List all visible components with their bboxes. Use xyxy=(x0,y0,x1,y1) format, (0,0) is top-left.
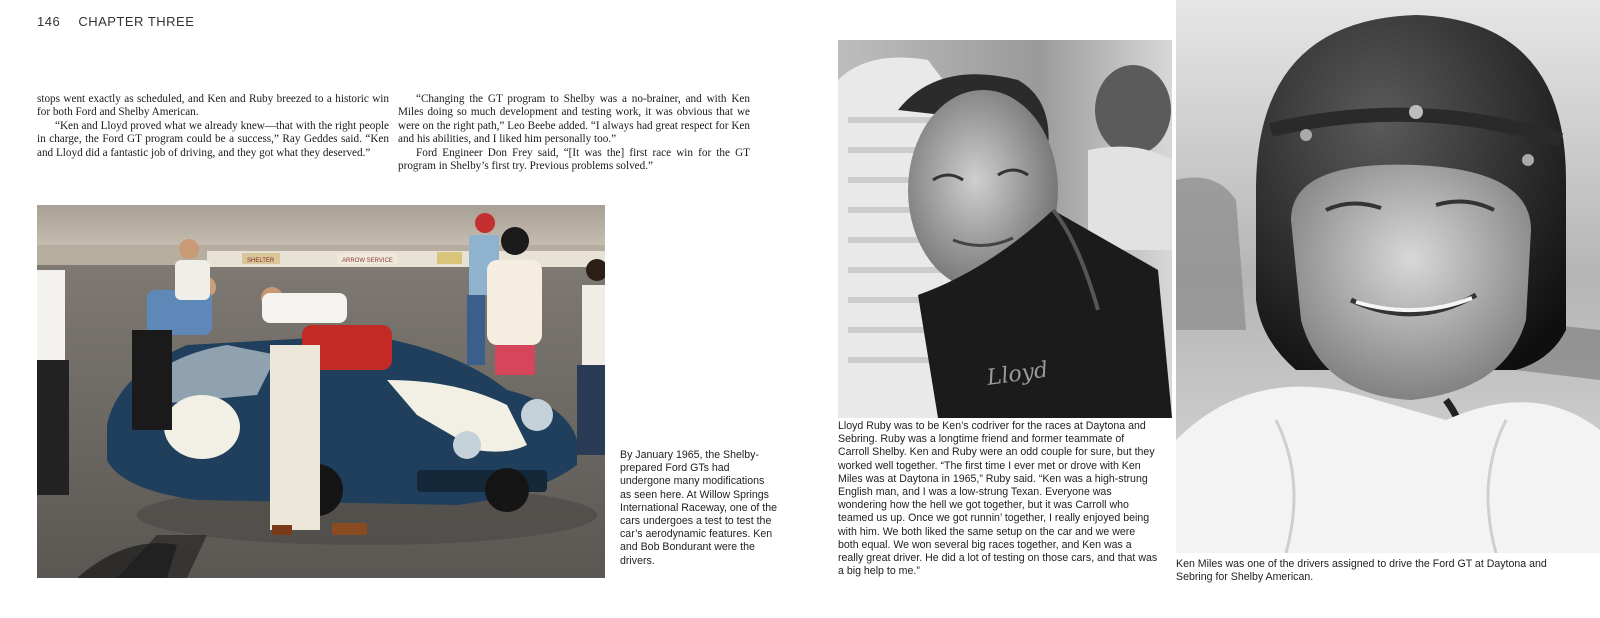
text-column-right xyxy=(398,93,750,173)
ruby-photo-caption: Lloyd Ruby was to be Ken’s codriver for the races at Daytona and Sebring. Ruby was a longtime friend and former teammate of Carroll Shelby. Ken and Ruby were an odd couple for sure, but they worked well together. “The first time I ever met or drove with Ken Miles was at Daytona in 1965,” Ruby said. “Ken was a high-strung English man, and I was a low-strung Texan. Everyone was wondering how the hell we got together, but it was Carroll who teamed us up. Once we got runnin’ together, I really enjoyed being with him. We both liked the same setup on the car and we were both equal. We won several big races together, and Ken was a really great driver. He did a lot of testing on those cars, and that was a big help to me.” xyxy=(838,420,1158,578)
gt-photo-caption: By January 1965, the Shelby-prepared Ford GTs had undergone many modifications as seen here. At Willow Springs International Raceway, one of the cars undergoes a test to test the car’s aerodynamic features. Ken and Bob Bondurant were the drivers. xyxy=(620,449,778,567)
running-header xyxy=(37,14,194,29)
paragraph: Ford Engineer Don Frey said, “[It was the] first race win for the GT program in Shelby’s first try. Previous problems solved.” xyxy=(398,146,750,173)
paragraph: “Changing the GT program to Shelby was a no-brainer, and with Ken Miles doing so much development and testing work, it was obvious that we were on the right path,” Leo Beebe added. “I always had great respect for Ken and his abilities, and I liked him personally too.” xyxy=(398,93,750,146)
person-white-shirt-left xyxy=(37,270,69,495)
page-number: 146 xyxy=(37,14,61,29)
miles-photo-caption: Ken Miles was one of the drivers assigned to drive the Ford GT at Daytona and Sebring for Shelby American. xyxy=(1176,558,1547,584)
paragraph: stops went exactly as scheduled, and Ken and Ruby breezed to a historic win for both Ford and Shelby American. xyxy=(37,93,389,119)
ken-miles-photo xyxy=(1176,0,1600,553)
paragraph: “Ken and Lloyd proved what we already knew—that with the right people in charge, the Ford GT program could be a success,” Ray Geddes said. “Ken and Lloyd did a fantastic job of driving, and they got what they deserved.” xyxy=(37,119,389,159)
lloyd-ruby-photo xyxy=(838,40,1172,418)
chapter-title: CHAPTER THREE xyxy=(78,14,195,29)
ford-gt-photo xyxy=(37,205,605,578)
jacket-script: Lloyd xyxy=(985,357,1050,391)
pit-sign-shelter: SHELTER xyxy=(247,258,275,264)
text-column-left xyxy=(37,93,389,160)
pit-sign-arrow: ARROW SERVICE xyxy=(342,258,393,264)
